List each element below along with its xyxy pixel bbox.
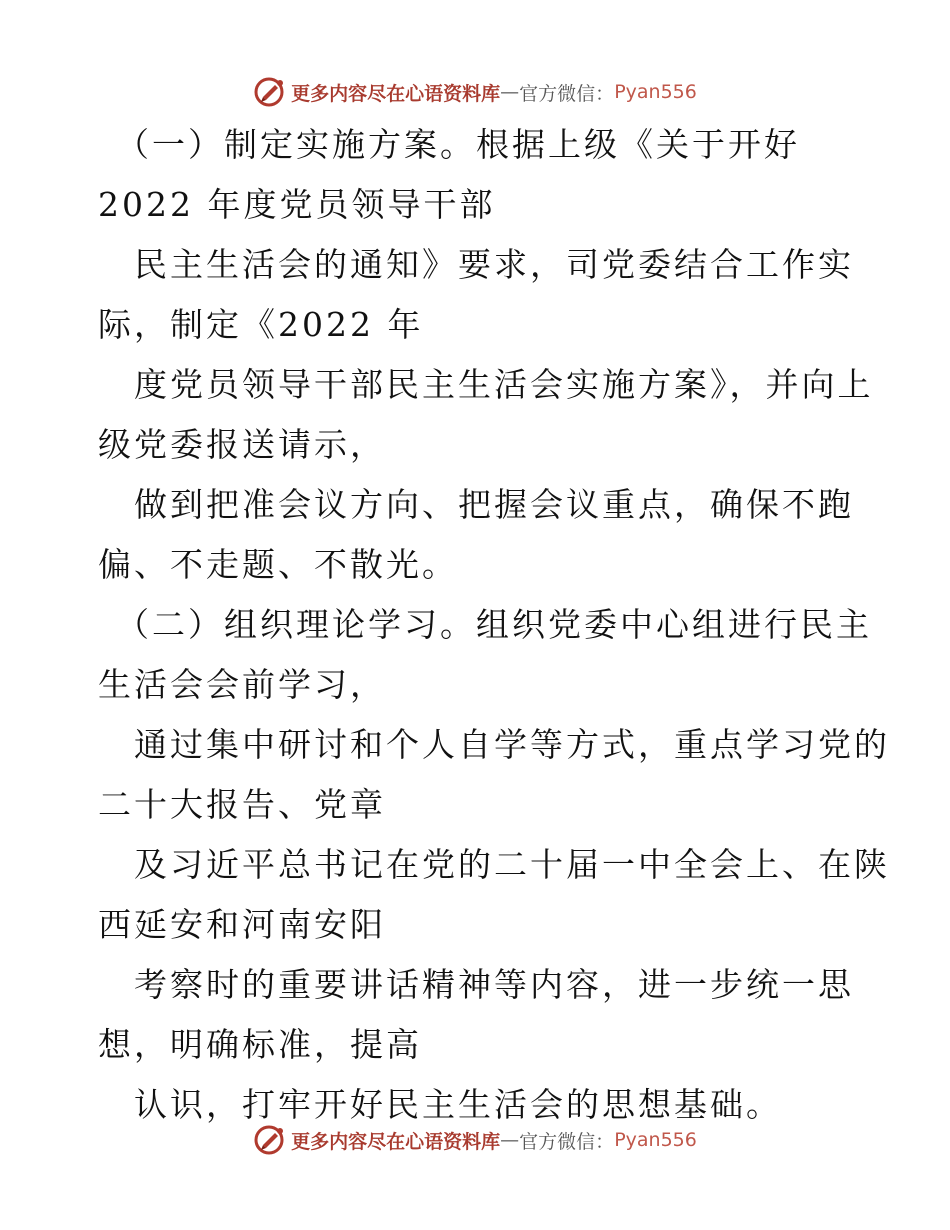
text-line: （二）组织理论学习。组织党委中心组进行民主: [116, 605, 872, 644]
text-line: （一）制定实施方案。根据上级《关于开好: [116, 125, 800, 164]
header-wechat-id: Pyan556: [614, 81, 697, 103]
text-line: 西延安和河南安阳: [98, 905, 386, 944]
text-line: 通过集中研讨和个人自学等方式，重点学习党的: [134, 725, 890, 764]
footer-separator: —: [500, 1129, 520, 1151]
text-line: 民主生活会的通知》要求，司党委结合工作实: [134, 245, 854, 284]
text-line: 想，明确标准，提高: [98, 1025, 422, 1064]
text-line: 生活会会前学习，: [98, 665, 386, 704]
footer-wechat-id: Pyan556: [614, 1129, 697, 1151]
footer-wechat-label: 官方微信：: [519, 1130, 615, 1153]
text-line: 做到把准会议方向、把握会议重点，确保不跑: [134, 485, 854, 524]
header-banner-text: 更多内容尽在心语资料库: [291, 82, 501, 105]
text-line: 及习近平总书记在党的二十届一中全会上、在陕: [134, 845, 890, 884]
pen-logo-icon: [253, 1123, 287, 1157]
text-line: 度党员领导干部民主生活会实施方案》，并向上: [134, 365, 874, 404]
pen-logo-icon: [253, 75, 287, 109]
text-line: 级党委报送请示，: [98, 425, 386, 464]
header-watermark: [0, 72, 950, 112]
text-line: 考察时的重要讲话精神等内容，进一步统一思: [134, 965, 854, 1004]
text-line: 认识，打牢开好民主生活会的思想基础。: [134, 1085, 782, 1124]
footer-banner-text: 更多内容尽在心语资料库: [291, 1130, 501, 1153]
text-line: 偏、不走题、不散光。: [98, 545, 458, 584]
header-separator: —: [500, 81, 520, 103]
footer-watermark: [0, 1120, 950, 1160]
text-line: 二十大报告、党章: [98, 785, 386, 824]
header-wechat-label: 官方微信：: [519, 82, 615, 105]
text-line: 际，制定《2022 年: [98, 305, 424, 344]
text-line: 2022 年度党员领导干部: [98, 185, 496, 224]
